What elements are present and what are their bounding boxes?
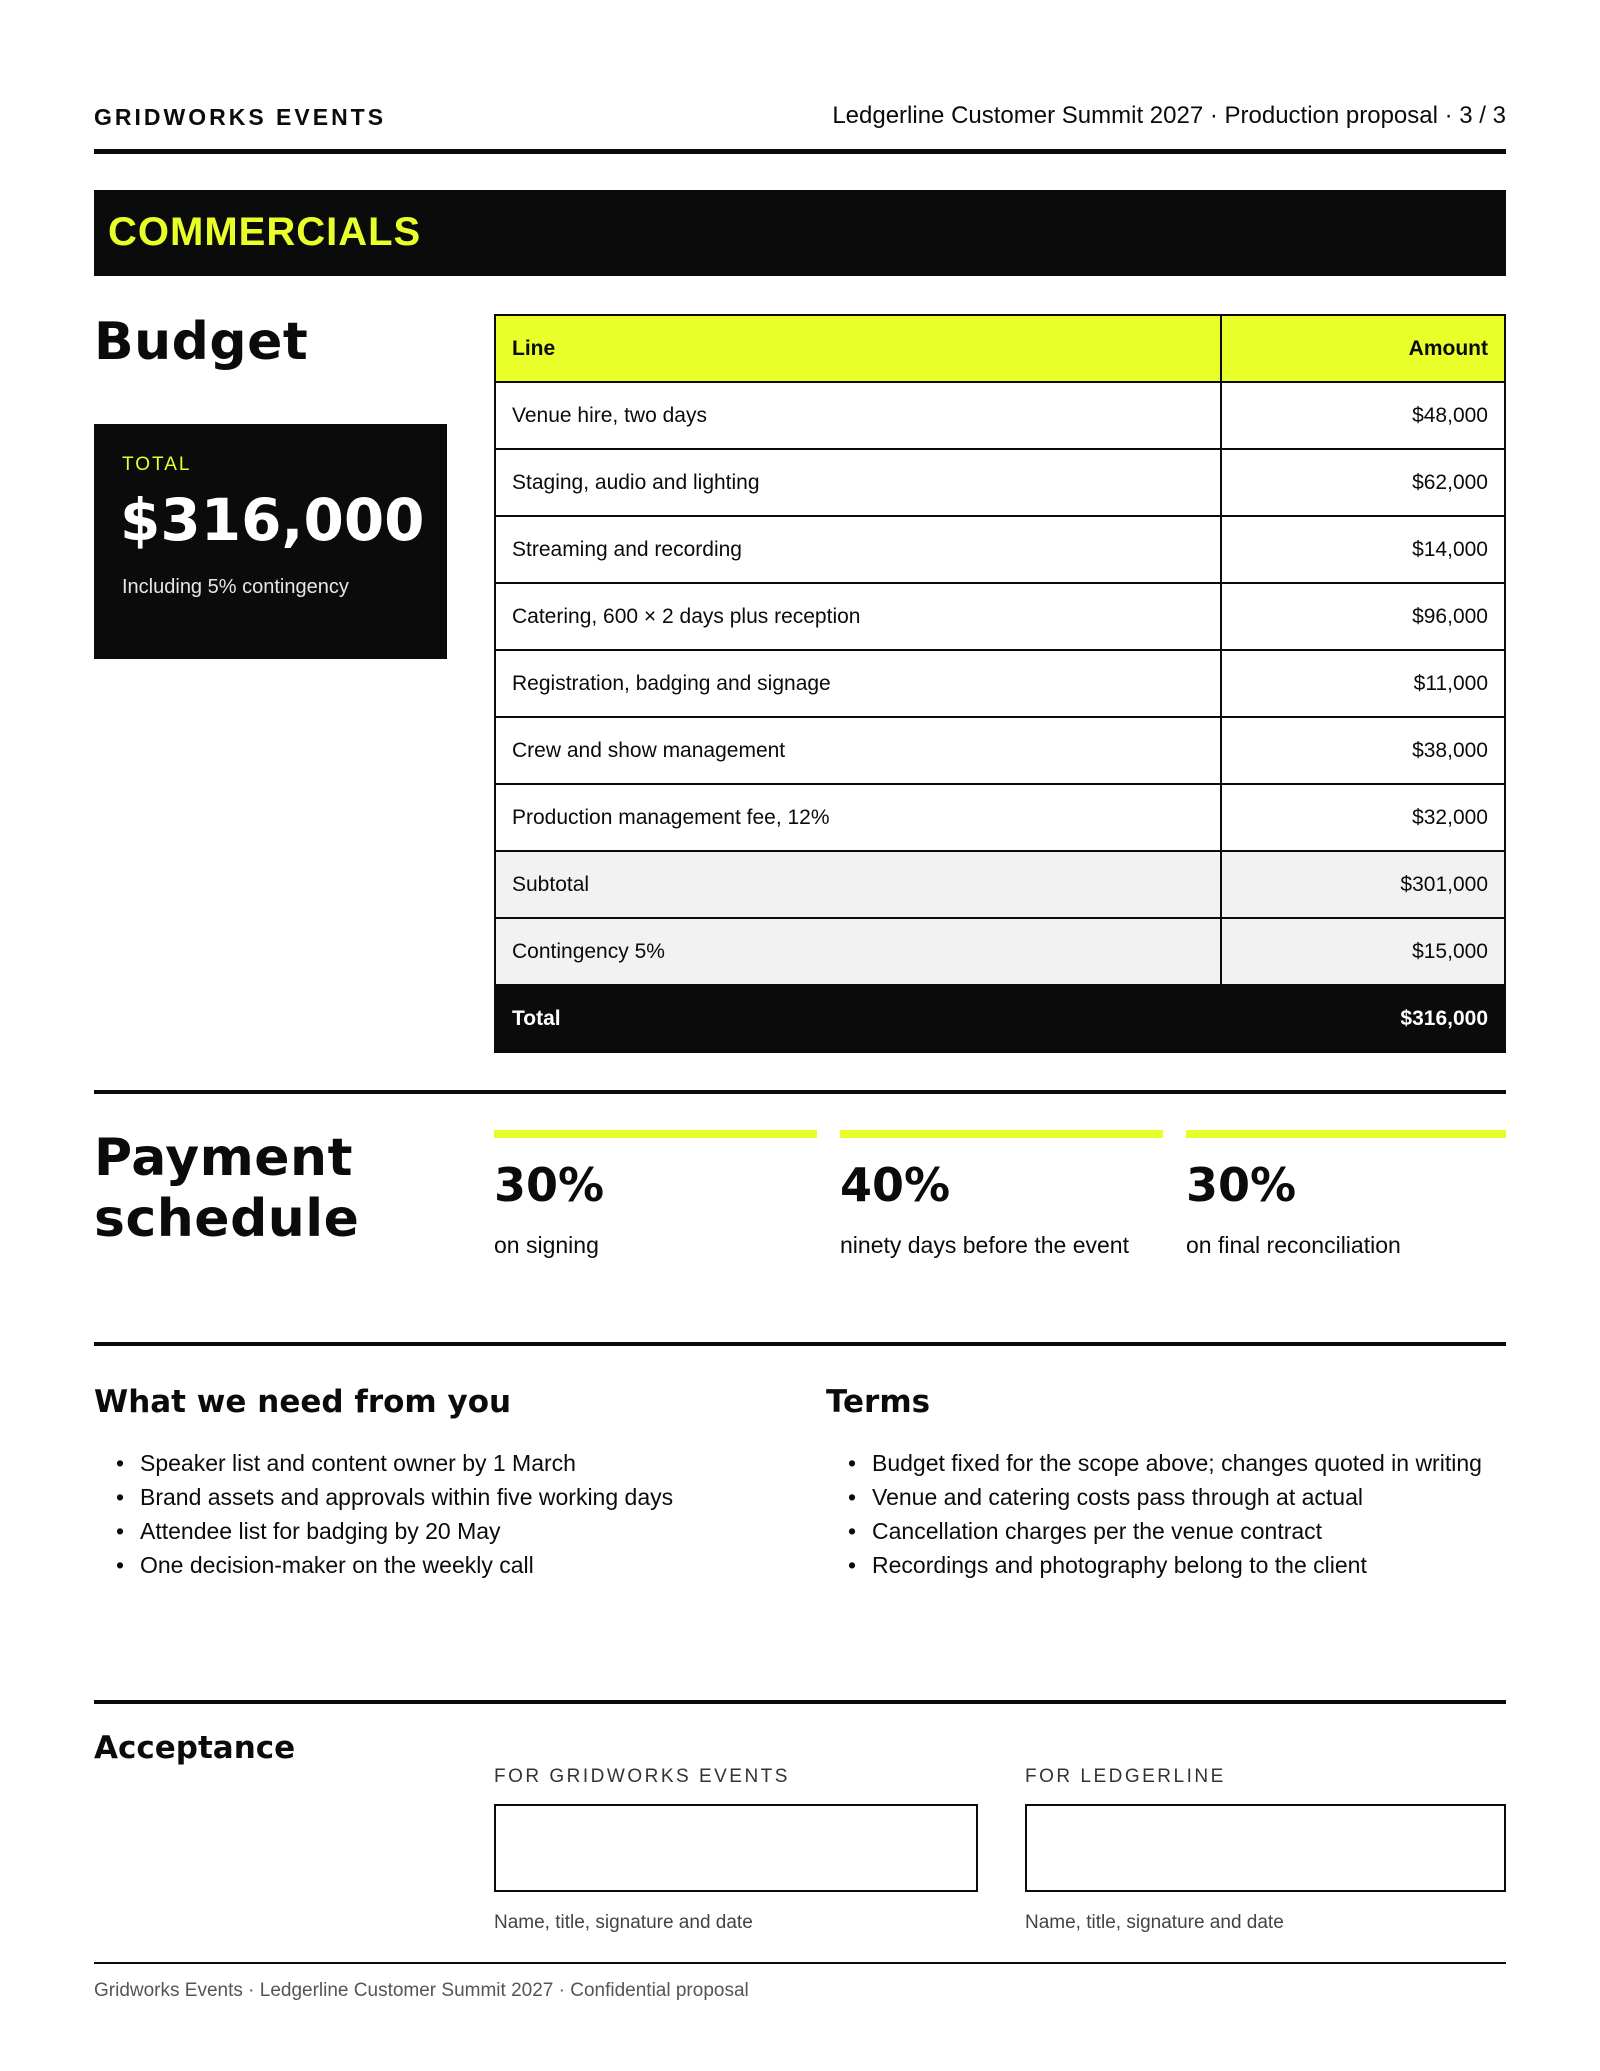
- line-cell: Crew and show management: [495, 717, 1221, 784]
- column-header-amount: Amount: [1221, 315, 1505, 382]
- needs-heading: What we need from you: [94, 1384, 512, 1420]
- line-cell: Catering, 600 × 2 days plus reception: [495, 583, 1221, 650]
- list-item: • Cancellation charges per the venue contract: [826, 1514, 1482, 1548]
- table-row: [495, 583, 1505, 650]
- page-header: [94, 104, 1506, 154]
- column-header-line: Line: [495, 315, 1221, 382]
- divider: [94, 1342, 1506, 1346]
- table-row: [495, 516, 1505, 583]
- footer-divider: [94, 1962, 1506, 1964]
- divider: [94, 1700, 1506, 1704]
- total-card: [94, 424, 447, 659]
- amount-cell: $62,000: [1221, 449, 1505, 516]
- needs-list: [94, 1446, 673, 1582]
- amount-cell: $96,000: [1221, 583, 1505, 650]
- signature-field-ledgerline[interactable]: [1025, 1804, 1506, 1892]
- list-item: • One decision-maker on the weekly call: [94, 1548, 673, 1582]
- payment-percent: 40%: [840, 1158, 951, 1212]
- budget-heading: Budget: [94, 312, 309, 372]
- section-title: COMMERCIALS: [108, 210, 422, 254]
- total-value: $316,000: [120, 486, 425, 554]
- table-row: [495, 449, 1505, 516]
- payment-description: on final reconciliation: [1186, 1232, 1401, 1258]
- signature-note-ledgerline: Name, title, signature and date: [1025, 1912, 1284, 1933]
- signature-field-gridworks[interactable]: [494, 1804, 978, 1892]
- line-cell: Streaming and recording: [495, 516, 1221, 583]
- line-cell: Registration, badging and signage: [495, 650, 1221, 717]
- payment-milestone: [494, 1130, 817, 1258]
- amount-cell: $14,000: [1221, 516, 1505, 583]
- list-item: • Recordings and photography belong to the client: [826, 1548, 1482, 1582]
- document-meta: Ledgerline Customer Summit 2027 · Production proposal · 3 / 3: [832, 102, 1506, 129]
- total-row-amount: $316,000: [1221, 985, 1505, 1052]
- payment-milestone: [1186, 1130, 1506, 1258]
- contingency-row: [495, 918, 1505, 985]
- subtotal-row: [495, 851, 1505, 918]
- subtotal-label: Subtotal: [495, 851, 1221, 918]
- amount-cell: $11,000: [1221, 650, 1505, 717]
- signature-label-ledgerline: FOR LEDGERLINE: [1025, 1766, 1226, 1787]
- list-item: • Budget fixed for the scope above; changes quoted in writing: [826, 1446, 1482, 1480]
- list-item: • Brand assets and approvals within five working days: [94, 1480, 673, 1514]
- table-row: [495, 717, 1505, 784]
- line-cell: Staging, audio and lighting: [495, 449, 1221, 516]
- signature-label-gridworks: FOR GRIDWORKS EVENTS: [494, 1766, 790, 1787]
- contingency-amount: $15,000: [1221, 918, 1505, 985]
- line-cell: Production management fee, 12%: [495, 784, 1221, 851]
- payment-percent: 30%: [1186, 1158, 1297, 1212]
- acceptance-heading: Acceptance: [94, 1730, 296, 1766]
- amount-cell: $38,000: [1221, 717, 1505, 784]
- payment-heading: [94, 1128, 359, 1251]
- payment-description: ninety days before the event: [840, 1232, 1129, 1258]
- total-row-label: Total: [495, 985, 1221, 1052]
- list-item: • Speaker list and content owner by 1 March: [94, 1446, 673, 1480]
- budget-table: [494, 314, 1506, 1053]
- terms-heading: Terms: [826, 1384, 931, 1420]
- payment-heading-line1: Payment: [94, 1128, 353, 1188]
- page-footer: Gridworks Events · Ledgerline Customer Summit 2027 · Confidential proposal: [94, 1980, 749, 2001]
- brand-name: GRIDWORKS EVENTS: [94, 104, 387, 130]
- signature-note-gridworks: Name, title, signature and date: [494, 1912, 753, 1933]
- payment-description: on signing: [494, 1232, 599, 1258]
- subtotal-amount: $301,000: [1221, 851, 1505, 918]
- terms-list: [826, 1446, 1482, 1582]
- amount-cell: $32,000: [1221, 784, 1505, 851]
- total-note: Including 5% contingency: [122, 576, 349, 598]
- table-row: [495, 650, 1505, 717]
- table-row: [495, 382, 1505, 449]
- amount-cell: $48,000: [1221, 382, 1505, 449]
- table-header-row: [495, 315, 1505, 382]
- table-row: [495, 784, 1505, 851]
- payment-percent: 30%: [494, 1158, 605, 1212]
- total-label: TOTAL: [122, 454, 192, 475]
- contingency-label: Contingency 5%: [495, 918, 1221, 985]
- payment-heading-line2: schedule: [94, 1189, 360, 1250]
- list-item: • Venue and catering costs pass through at actual: [826, 1480, 1482, 1514]
- section-banner: [94, 190, 1506, 276]
- list-item: • Attendee list for badging by 20 May: [94, 1514, 673, 1548]
- line-cell: Venue hire, two days: [495, 382, 1221, 449]
- divider: [94, 1090, 1506, 1094]
- total-row: [495, 985, 1505, 1052]
- payment-milestone: [840, 1130, 1163, 1258]
